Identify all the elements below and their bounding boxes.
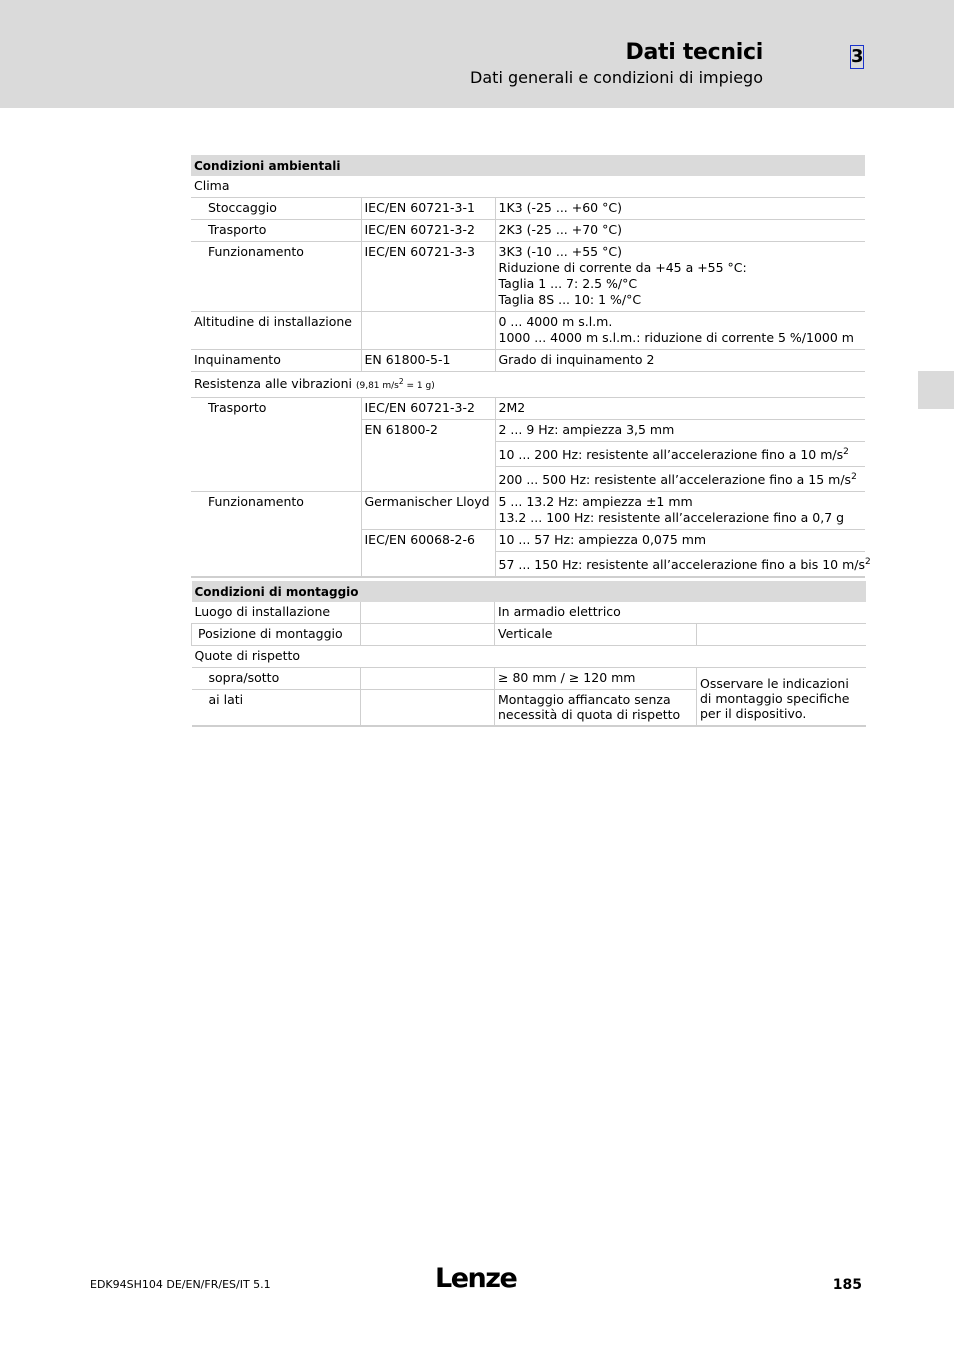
value-text: 200 ... 500 Hz: resistente all’accelerazione fino a 15 m/s bbox=[498, 472, 852, 488]
row-standard: IEC/EN 60721-3-1 bbox=[361, 198, 495, 220]
empty-cell bbox=[361, 690, 495, 727]
row-label: Inquinamento bbox=[191, 350, 361, 372]
row-standard bbox=[361, 312, 495, 350]
table-row bbox=[191, 312, 865, 350]
row-value: 10 ... 57 Hz: ampiezza 0,075 mm bbox=[495, 530, 865, 552]
vibration-label-cell bbox=[191, 372, 865, 398]
row-value: 2 ... 9 Hz: ampiezza 3,5 mm bbox=[495, 420, 865, 442]
row-standard: IEC/EN 60721-3-2 bbox=[361, 398, 495, 420]
row-value: Montaggio affiancato senza necessità di quota di rispetto bbox=[495, 690, 697, 727]
value-text: 57 ... 150 Hz: resistente all’accelerazione fino a bis 10 m/s bbox=[498, 557, 866, 573]
mounting-conditions-table bbox=[191, 581, 866, 727]
row-label: sopra/sotto bbox=[192, 668, 361, 690]
row-label: ai lati bbox=[192, 690, 361, 727]
table-row bbox=[191, 350, 865, 372]
section-title: Condizioni ambientali bbox=[191, 155, 865, 176]
row-value bbox=[495, 492, 865, 530]
note-text: (9,81 m/s bbox=[355, 381, 399, 391]
note-sup: 2 bbox=[398, 377, 404, 386]
section-header bbox=[192, 581, 866, 602]
page-number: 185 bbox=[832, 1277, 862, 1293]
table-row bbox=[192, 668, 866, 690]
value-line: 13.2 ... 100 Hz: resistente all’accelerazione fino a 0,7 g bbox=[498, 510, 845, 526]
row-value: 2K3 (-25 ... +70 °C) bbox=[495, 220, 865, 242]
row-standard: Germanischer Lloyd bbox=[361, 492, 495, 530]
value-text: 10 ... 200 Hz: resistente all’accelerazione fino a 10 m/s bbox=[498, 447, 844, 463]
page-title: Dati tecnici bbox=[625, 40, 763, 65]
empty-cell bbox=[191, 530, 361, 552]
lenze-logo: Lenze bbox=[435, 1263, 517, 1294]
row-value bbox=[495, 312, 865, 350]
value-line: 3K3 (-10 ... +55 °C) bbox=[498, 244, 622, 259]
empty-cell bbox=[361, 467, 495, 492]
vibration-label: Resistenza alle vibrazioni bbox=[194, 376, 352, 391]
empty-cell bbox=[191, 552, 361, 578]
value-line: Riduzione di corrente da +45 a +55 °C: bbox=[498, 260, 747, 275]
value-line: 1000 ... 4000 m s.l.m.: riduzione di corrente 5 %/1000 m bbox=[498, 330, 854, 345]
row-value bbox=[495, 552, 871, 578]
mounting-note: Osservare le indicazioni di montaggio specifiche per il dispositivo. bbox=[697, 668, 866, 727]
table-row bbox=[191, 467, 865, 492]
table-row bbox=[192, 602, 866, 624]
empty-cell bbox=[697, 624, 866, 646]
note-text: = 1 g) bbox=[403, 381, 435, 391]
vibration-note bbox=[355, 377, 435, 391]
row-value: Grado di inquinamento 2 bbox=[495, 350, 865, 372]
row-standard: IEC/EN 60721-3-3 bbox=[361, 242, 495, 312]
table-row bbox=[192, 646, 866, 668]
side-tab-marker bbox=[918, 371, 954, 409]
page-subtitle: Dati generali e condizioni di impiego bbox=[470, 68, 763, 87]
row-label: Stoccaggio bbox=[191, 198, 361, 220]
row-value bbox=[495, 442, 865, 467]
empty-cell bbox=[361, 668, 495, 690]
table-row bbox=[192, 624, 866, 646]
row-value: 2M2 bbox=[495, 398, 865, 420]
row-label: Altitudine di installazione bbox=[191, 312, 361, 350]
empty-cell bbox=[361, 552, 495, 578]
empty-cell bbox=[191, 442, 361, 467]
clima-label: Clima bbox=[191, 176, 865, 198]
table-row bbox=[191, 552, 865, 578]
table-row bbox=[191, 530, 865, 552]
table-row bbox=[191, 176, 865, 198]
table-row bbox=[191, 198, 865, 220]
empty-cell bbox=[191, 467, 361, 492]
table-row bbox=[191, 420, 865, 442]
row-value: In armadio elettrico bbox=[495, 602, 866, 624]
row-label: Trasporto bbox=[191, 220, 361, 242]
empty-cell bbox=[361, 442, 495, 467]
row-value: Verticale bbox=[495, 624, 697, 646]
row-label: Funzionamento bbox=[191, 242, 361, 312]
quote-label: Quote di rispetto bbox=[192, 646, 866, 668]
table-row bbox=[191, 242, 865, 312]
row-label: Luogo di installazione bbox=[192, 602, 361, 624]
empty-cell bbox=[361, 602, 495, 624]
row-standard: EN 61800-5-1 bbox=[361, 350, 495, 372]
row-standard: EN 61800-2 bbox=[361, 420, 495, 442]
row-standard: IEC/EN 60068-2-6 bbox=[361, 530, 495, 552]
value-sup: 2 bbox=[865, 557, 871, 568]
value-line: Taglia 1 ... 7: 2.5 %/°C bbox=[498, 276, 638, 291]
section-title: Condizioni di montaggio bbox=[192, 581, 866, 602]
value-sup: 2 bbox=[843, 447, 849, 457]
section-header bbox=[191, 155, 865, 176]
row-standard: IEC/EN 60721-3-2 bbox=[361, 220, 495, 242]
value-line: Taglia 8S ... 10: 1 %/°C bbox=[498, 292, 642, 307]
row-value: 1K3 (-25 ... +60 °C) bbox=[495, 198, 865, 220]
row-label: Trasporto bbox=[208, 400, 267, 415]
table-row bbox=[191, 372, 865, 398]
row-label: Funzionamento bbox=[208, 494, 304, 510]
row-value bbox=[495, 242, 865, 312]
row-label: Posizione di montaggio bbox=[192, 624, 361, 646]
row-value bbox=[495, 467, 865, 492]
chapter-number: 3 bbox=[851, 46, 864, 67]
row-value: ≥ 80 mm / ≥ 120 mm bbox=[495, 668, 697, 690]
empty-cell bbox=[361, 624, 495, 646]
value-line: 0 ... 4000 m s.l.m. bbox=[498, 314, 613, 329]
table-row bbox=[191, 492, 865, 530]
table-row bbox=[191, 398, 865, 420]
page-header bbox=[0, 0, 954, 108]
empty-cell bbox=[191, 420, 361, 442]
table-row bbox=[191, 220, 865, 242]
table-row bbox=[191, 442, 865, 467]
document-code: EDK94SH104 DE/EN/FR/ES/IT 5.1 bbox=[90, 1278, 271, 1291]
ambient-conditions-table bbox=[191, 155, 871, 578]
value-line: 5 ... 13.2 Hz: ampiezza ±1 mm bbox=[498, 494, 693, 510]
value-sup: 2 bbox=[851, 472, 857, 483]
